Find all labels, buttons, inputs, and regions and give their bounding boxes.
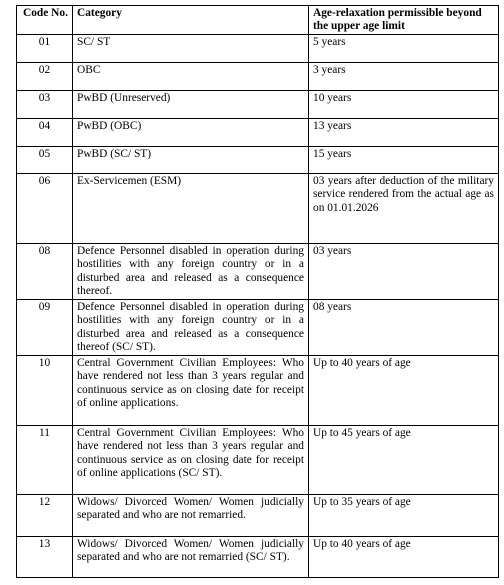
table-row — [17, 35, 499, 63]
row-category: Defence Personnel disabled in operation during hostilities with any foreign country or in a disturbed area and released as a consequence thereof (SC/ ST). — [73, 300, 309, 356]
row-code: 09 — [17, 300, 73, 356]
row-code: 10 — [17, 356, 73, 426]
header-code-no: Code No. — [17, 6, 73, 35]
row-code: 01 — [17, 35, 73, 63]
table-row — [17, 119, 499, 147]
row-code: 11 — [17, 426, 73, 495]
row-category: SC/ ST — [73, 35, 309, 63]
row-relaxation: Up to 40 years of age — [309, 356, 499, 426]
table-row — [17, 91, 499, 119]
age-relaxation-table — [16, 5, 499, 578]
row-category: Widows/ Divorced Women/ Women judicially separated and who are not remarried (SC/ ST). — [73, 537, 309, 578]
row-category: PwBD (OBC) — [73, 119, 309, 147]
table-row — [17, 147, 499, 174]
row-code: 02 — [17, 63, 73, 91]
row-category: Central Government Civilian Employees: Who have rendered not less than 3 years regular and continuous service as on closing date for receipt of online applications (SC/ ST). — [73, 426, 309, 495]
header-category: Category — [73, 6, 309, 35]
row-relaxation: 13 years — [309, 119, 499, 147]
row-code: 03 — [17, 91, 73, 119]
row-relaxation: 3 years — [309, 63, 499, 91]
row-code: 13 — [17, 537, 73, 578]
row-code: 04 — [17, 119, 73, 147]
table-row — [17, 426, 499, 495]
table-row — [17, 356, 499, 426]
row-relaxation: Up to 45 years of age — [309, 426, 499, 495]
row-relaxation: 10 years — [309, 91, 499, 119]
row-category: Central Government Civilian Employees: Who have rendered not less than 3 years regular and continuous service as on closing date for receipt of online applications. — [73, 356, 309, 426]
row-category: PwBD (SC/ ST) — [73, 147, 309, 174]
table-row — [17, 300, 499, 356]
table-row — [17, 495, 499, 537]
row-relaxation: Up to 40 years of age — [309, 537, 499, 578]
row-category: Defence Personnel disabled in operation during hostilities with any foreign country or in a disturbed area and released as a consequence thereof. — [73, 244, 309, 300]
row-category: Ex-Servicemen (ESM) — [73, 174, 309, 244]
row-relaxation: 08 years — [309, 300, 499, 356]
table-header-row — [17, 6, 499, 35]
row-code: 08 — [17, 244, 73, 300]
table-row — [17, 244, 499, 300]
row-code: 05 — [17, 147, 73, 174]
row-category: PwBD (Unreserved) — [73, 91, 309, 119]
row-category: OBC — [73, 63, 309, 91]
table-row — [17, 63, 499, 91]
row-category: Widows/ Divorced Women/ Women judicially separated and who are not remarried. — [73, 495, 309, 537]
header-age-relaxation: Age-relaxation permissible beyond the upper age limit — [309, 6, 499, 35]
table-row — [17, 174, 499, 244]
row-relaxation: Up to 35 years of age — [309, 495, 499, 537]
row-code: 06 — [17, 174, 73, 244]
row-relaxation: 03 years — [309, 244, 499, 300]
row-relaxation: 03 years after deduction of the military service rendered from the actual age as on 01.01.2026 — [309, 174, 499, 244]
table-row — [17, 537, 499, 578]
row-code: 12 — [17, 495, 73, 537]
row-relaxation: 15 years — [309, 147, 499, 174]
row-relaxation: 5 years — [309, 35, 499, 63]
